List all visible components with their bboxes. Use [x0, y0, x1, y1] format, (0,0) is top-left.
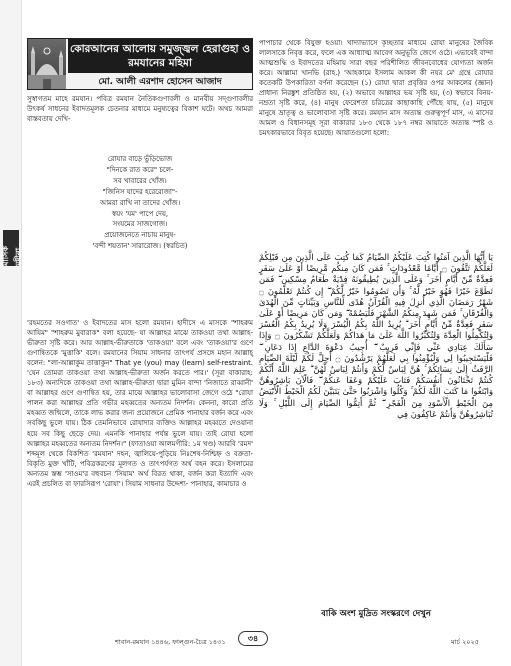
footer-issue: শাবান-রমযান ১৪৪৬, ফাল্গুন-চৈত্র ১৪৩১: [115, 638, 226, 646]
poem-line: প্রয়োজনেতে নাচায় মানুষ-: [104, 231, 176, 240]
poem-line: সংযমের সাজগোজ।: [112, 220, 168, 229]
article-author: মো. আলী এরশাদ হোসেন আজাদ: [98, 77, 222, 87]
poem-line: স্বয়ং 'যম' পাপে দেয়,: [111, 209, 169, 218]
poem-line: সব খাবারের খোঁজ।: [113, 176, 167, 185]
article-header: [27, 38, 253, 90]
continued-note: বাকি অংশ মুদ্রিত সংস্করণে দেখুন: [321, 609, 431, 619]
poem: [27, 154, 253, 252]
quran-verses: يَا أَيُّهَا الَّذِينَ آمَنُوا كُتِبَ عَلَيْكُمُ الصِّيَامُ كَمَا كُتِبَ عَلَى الَّذِينَ مِن قَبْلِكُمْ لَعَلَّكُمْ تَتَّقُونَ ۝ أَيَّامًا مَّعْدُودَاتٍ ۚ فَمَن كَانَ مِنكُم مَّرِيضًا أَوْ عَلَىٰ سَفَرٍ فَعِدَّةٌ مِّنْ أَيَّامٍ أُخَرَ ۚ وَعَلَى الَّذِينَ يُطِيقُونَهُ فِدْيَةٌ طَعَامُ مِسْكِينٍ ۖ فَمَن تَطَوَّعَ خَيْرًا فَهُوَ خَيْرٌ لَّهُ ۚ وَأَن تَصُومُوا خَيْرٌ لَّكُمْ ۖ إِن كُنتُمْ تَعْلَمُونَ ۝ شَهْرُ رَمَضَانَ الَّذِي أُنزِلَ فِيهِ الْقُرْآنُ هُدًى لِّلنَّاسِ وَبَيِّنَاتٍ مِّنَ الْهُدَىٰ وَالْفُرْقَانِ ۚ فَمَن شَهِدَ مِنكُمُ الشَّهْرَ فَلْيَصُمْهُ ۖ وَمَن كَانَ مَرِيضًا أَوْ عَلَىٰ سَفَرٍ فَعِدَّةٌ مِّنْ أَيَّامٍ أُخَرَ ۗ يُرِيدُ اللَّهُ بِكُمُ الْيُسْرَ وَلَا يُرِيدُ بِكُمُ الْعُسْرَ وَلِتُكْمِلُوا الْعِدَّةَ وَلِتُكَبِّرُوا اللَّهَ عَلَىٰ مَا هَدَاكُمْ وَلَعَلَّكُمْ تَشْكُرُونَ ۝ وَإِذَا سَأَلَكَ عِبَادِي عَنِّي فَإِنِّي قَرِيبٌ ۖ أُجِيبُ دَعْوَةَ الدَّاعِ إِذَا دَعَانِ ۖ فَلْيَسْتَجِيبُوا لِي وَلْيُؤْمِنُوا بِي لَعَلَّهُمْ يَرْشُدُونَ ۝ أُحِلَّ لَكُمْ لَيْلَةَ الصِّيَامِ الرَّفَثُ إِلَىٰ نِسَائِكُمْ ۚ هُنَّ لِبَاسٌ لَّكُمْ وَأَنتُمْ لِبَاسٌ لَّهُنَّ ۗ عَلِمَ اللَّهُ أَنَّكُمْ كُنتُمْ تَخْتَانُونَ أَنفُسَكُمْ فَتَابَ عَلَيْكُمْ وَعَفَا عَنكُمْ ۖ فَالْآنَ بَاشِرُوهُنَّ وَابْتَغُوا مَا كَتَبَ اللَّهُ لَكُمْ ۚ وَكُلُوا وَاشْرَبُوا حَتَّىٰ يَتَبَيَّنَ لَكُمُ الْخَيْطُ الْأَبْيَضُ مِنَ الْخَيْطِ الْأَسْوَدِ مِنَ الْفَجْرِ ۖ ثُمَّ أَتِمُّوا الصِّيَامَ إِلَى اللَّيْلِ ۚ وَلَا تُبَاشِرُوهُنَّ وَأَنتُمْ عَاكِفُونَ فِي: [259, 252, 493, 419]
poem-line: আমরা রাখি না তাদের খোঁজ।: [99, 198, 181, 207]
left-body-paragraph: 'রহমতের সওগাত' ও ইবাদতের মাস হলো রমযান। হাদীসে এ মাসকে "শাহরুম আযিম" "শাহরুম মুবারাক" বলা হয়েছে- যা আল্লাহর মাঝে তাকওয়া তথা আল্লাহ-ভীরুতা সৃষ্টি করে। আর আল্লাহ-ভীরুতাকে 'তাকওয়া' বলে এবং 'তাকওয়া'র গুণে গুণান্বিতকে 'মুত্তাকি' বলে। রমযানের সিয়াম সাধনার তাৎপর্য প্রসঙ্গে মহান আল্লাহ্ বলেন: "লা-আল্লাকুম তাত্তাকুন" That ye (you) may (learn) self-restraint. 'যেন তোমরা তাকওয়া তথা আল্লাহ-ভীরুতা অর্জন করতে পার।' (সূরা বাকারাহ: ১৮৩) অন্যদিকে তাকওয়া তথা আল্লাহ-ভীরুতা দ্বারা মুমিন বান্দা 'নিজাতে রাব্বানী' বা আল্লাহর গুণে গুণান্বিত হয়, তার মাঝে আল্লাহর ভালোবাসা জেগে ওঠে "রোযা পালন করা আল্লাহর প্রতি গভীর মহব্বতের অন্যতম নিদর্শন। কেননা, কারো প্রতি মহব্বত জন্মিলে, তাকে লাভ করার জন্য প্রয়োজনে প্রেমিক পানাহার বর্জন করে এবং সবকিছু ভুলে যায়। ঠিক তেমনিভাবে রোযাদার ব্যক্তিও আল্লাহর মহব্বতে দেওয়ানা হয়ে সব কিছু ছেড়ে দেয়। এমনকি পানাহার পর্যন্ত ভুলে যায়। তাই রোযা হলো আল্লাহর মহব্বতের অন্যতম নিদর্শন।" (ফাতাওয়া আলমগীরি: ১ম খণ্ড) আরবি 'রমদ' শব্দমূল থেকে বিকশিত 'রমযান' দহন, জ্বালিয়ে-পুড়িয়ে নিঃশেষ-নিশ্চিহ্ন ও বক্রতা-বিকৃতি মুক্ত খাঁটি, পবিত্রকরণের মূলগত ও তাৎপর্যগত অর্থ বহন করে। ইসলামের অন্যতম স্তম্ভ 'সাওম'র বহুবচন 'সিয়াম' অর্থ বিরত থাকা, বর্জন করা ইত্যাদি এবং এরই প্রচলিত বা ফারসিরূপ 'রোযা'। সিয়াম সাধনার উদ্দেশ্য- পানাহার, কামাচার ও: [27, 319, 253, 488]
left-intro-paragraph: সুস্বাগতম মাহে রমযান। পবিত্র রমযান নৈতিকগুণাবলী ও মানবীয় সদ্গুণাবলীর উৎকর্ষ সাধনের ইবাদতমূলক চেতনার মাধ্যমে মনুষ্যত্বের বিকাশ ঘটে। অথচ আমরা বাস্তবতায় দেখি-: [27, 95, 253, 124]
side-strip: [0, 0, 22, 666]
mosque-icon: [28, 39, 66, 90]
mosque-illustration: [28, 39, 66, 90]
right-body-paragraph: পাপাচার থেকে বিযুক্ত হওয়া। খাদ্যাভ্যাসে কৃচ্ছতার মাধ্যমে রোযা মানুষের জৈবিক লালসাকে নিবৃত্ত করে, ফলে এক আধ্যাত্ম আবেগ অনুভূতি জেগে ওঠে। এভাবেই বান্দা আত্মশুদ্ধি ও ইবাদতের মহিমায় সারা বছর পরিশীলিত জীবনবোধের যোগ্যতা অর্জন করে। আল্লামা খানভি (রাহ.) 'আহকামে ইসলাম আকল কী নযর মে' গ্রন্থে রোযার কতেকটি উপকারিতা বর্ণনা করেছেন (১) রোযা দ্বারা প্রবৃত্তির ওপর আকলের (জ্ঞান) প্রাধান্য নিরঙ্কুশ প্রতিষ্ঠিত হয়, (২) অভাবে আল্লাহর ভয় সৃষ্টি হয়, (৩) স্বভাবে বিনয়-নম্রতা সৃষ্টি করে, (৪) মানুষ ফেরেশতা চরিত্রের কাছাকাছি পৌঁছে যায়, (৫) মানুষে মানুষে ভ্রাতৃত্ব ও ভালোবাসা সৃষ্টি করে। রমযান মাস অত্যন্ত গুরুত্বপূর্ণ মাস, এ মাসের আমল ও বিধানসমূহ সূরা বাকারার ১৮৩ থেকে ১৮৭ নম্বর আয়াতে অত্যন্ত স্পষ্ট ও চমৎকারভাবে বিবৃত হয়েছে। আয়াতগুলো হলো:: [259, 39, 493, 138]
page-number: ৩৪: [238, 631, 268, 646]
poem-line: 'বন্দী শয়তান' সারারোজ। (স্বরচিত): [92, 242, 188, 251]
poem-line: রোযার বাড়ে ভুঁড়িভোজ: [107, 155, 173, 163]
poem-line: "জিনিস যাদের হরেরোজা"-: [102, 187, 178, 196]
article-title: কোরআনের আলোয় সমুজ্জ্বল হেরাগুহা ও রমযানের মহিমা: [68, 39, 252, 73]
footer-date: মার্চ ২০২৫: [451, 638, 479, 646]
magazine-name: মাসিক মদীনা: [3, 230, 19, 266]
poem-line: "দিনকে রাত করে" চলে-: [106, 165, 174, 174]
